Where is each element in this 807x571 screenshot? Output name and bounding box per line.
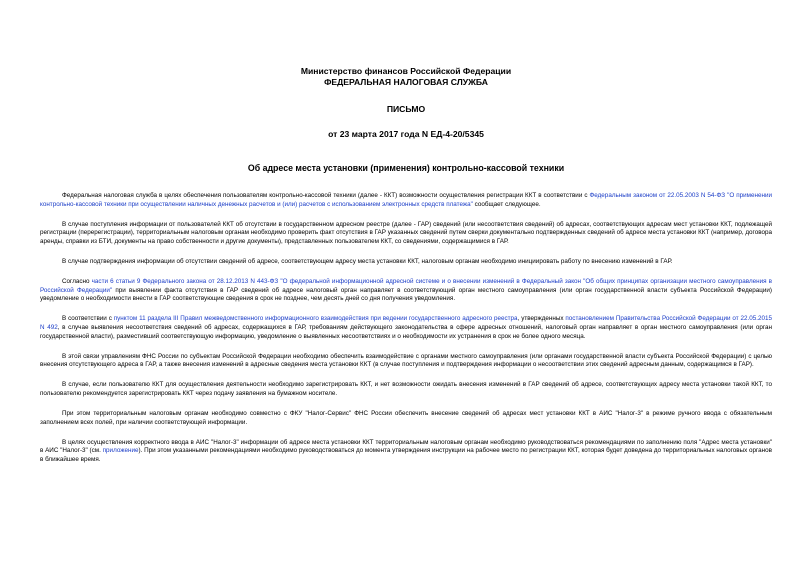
government-decree-link[interactable]: постановлением Правительства Российской Федерации от 22.05.2015 N 492 (40, 315, 773, 331)
law-54fz-link[interactable]: Федеральным законом от 22.05.2003 N 54-ФЗ "О применении контрольно-кассовой техники при осуществлении наличных денежных расчетов и (или) расчетов с использованием электронных средств платежа" (40, 192, 772, 208)
ministry-name: Министерство финансов Российской Федерации (300, 66, 512, 76)
paragraph-5: В соответствии с пунктом 11 раздела III Правил межведомственного информационного взаимодействия при ведении государственного адресного реестра, утвержденных постановлением Правительства Российской Федерации от 22.05.2015 N 492, в случае выявления несоответствия сведений об адресах, содержащихся в ГАР, требованиям действующего законодательства в сфере адресных отношений, налоговый орган направляет в орган местного самоуправления (или орган государственной власти), разместивший соответствующую информацию, уведомление о выявленных несоответствиях и о необходимости их устранения в срок не более одного месяца. (40, 315, 773, 340)
rules-section-link[interactable]: пунктом 11 раздела III Правил межведомственного информационного взаимодействия при ведении государственного адресного реестра (113, 315, 518, 323)
letter-page (40, 66, 772, 476)
appendix-link[interactable]: приложение (102, 447, 139, 455)
document-date-number: от 23 марта 2017 года N ЕД-4-20/5345 (328, 129, 484, 139)
paragraph-1: Федеральная налоговая служба в целях обеспечения пользователям контрольно-кассовой техники (далее - ККТ) возможности осуществления регистрации ККТ в соответствии с Федеральным законом от 22.05.2003 N 54-ФЗ "О применении контрольно-кассовой техники при осуществлении наличных денежных расчетов и (или) расчетов с использованием электронных средств платежа" сообщает следующее. (40, 192, 772, 208)
paragraph-7: В случае, если пользователю ККТ для осуществления деятельности необходимо зарегистрировать ККТ, и нет возможности ожидать внесения изменений в ГАР сведений об адресе, соответствующих адресу места установки такой ККТ, то пользователю рекомендуется зарегистрировать ККТ через подачу заявления на бумажном носителе. (40, 381, 772, 397)
service-name: ФЕДЕРАЛЬНАЯ НАЛОГОВАЯ СЛУЖБА (324, 77, 488, 87)
law-443fz-link[interactable]: части 6 статьи 9 Федерального закона от 28.12.2013 N 443-ФЗ "О федеральной информационной адресной системе и о внесении изменений в Федеральный закон "Об общих принципах организации местного самоуправления в Российской Федерации" (40, 278, 772, 294)
document-title: Об адресе места установки (применения) контрольно-кассовой техники (247, 163, 565, 173)
paragraph-6: В этой связи управлениям ФНС России по субъектам Российской Федерации необходимо обеспечить взаимодействие с органами местного самоуправления (или органами государственной власти субъекта Российской Федерации) с целью внесения отсутствующего адреса в ГАР, а также внесения изменений в адресные сведения места установки ККТ (в случае поступления и подтверждения информации о несоответствии этих сведений адресным данным, содержащимся в ГАР). (40, 352, 772, 369)
paragraph-3: В случае подтверждения информации об отсутствии сведений об адресе, соответствующем адресу места установки ККТ, налоговым органам необходимо инициировать работу по внесению изменений в ГАР. (62, 257, 673, 265)
document-type: ПИСЬМО (386, 104, 426, 114)
paragraph-9: В целях осуществления корректного ввода в АИС "Налог-3" информации об адресе места установки ККТ территориальным налоговым органам необходимо руководствоваться рекомендациями по заполнению поля "Адрес места установки" в АИС "Налог-3" (см. приложение). При этом указанными рекомендациями необходимо руководствоваться до момента утверждения инструкции на рабочее место по регистрации ККТ, которая будет доведена до территориальных налоговых органов в ближайшее время. (40, 438, 772, 463)
paragraph-4: Согласно части 6 статьи 9 Федерального закона от 28.12.2013 N 443-ФЗ "О федеральной информационной адресной системе и о внесении изменений в Федеральный закон "Об общих принципах организации местного самоуправления в Российской Федерации" при выявлении факта отсутствия в ГАР сведений об адресе налоговый орган направляет в соответствующий орган местного самоуправления (или орган государственной власти субъекта Российской Федерации) уведомление о необходимости внести в ГАР соответствующие сведения в срок не позднее, чем десять дней со дня получения уведомления. (40, 278, 772, 303)
letter-body (40, 192, 772, 464)
paragraph-8: При этом территориальным налоговым органам необходимо совместно с ФКУ "Налог-Сервис" ФНС России обеспечить внесение сведений об адресах мест установки ККТ в АИС "Налог-3" в режиме ручного ввода с обязательным заполнением всех полей, при наличии соответствующей информации. (40, 410, 772, 426)
paragraph-2: В случае поступления информации от пользователей ККТ об отсутствии в государственном адресном реестре (далее - ГАР) сведений (или несоответствия сведений) об адресах, соответствующих адресам мест установки ККТ, подлежащей регистрации (перерегистрации), территориальным налоговым органам необходимо проверить факт отсутствия в ГАР указанных сведений путем сверки документально подтвержденных сведений об адресе места установки ККТ (например, договора аренды, справки из БТИ, документы на право собственности и другие документы), представленных пользователем ККТ, со сведениями, содержащимися в ГАР. (40, 220, 772, 245)
